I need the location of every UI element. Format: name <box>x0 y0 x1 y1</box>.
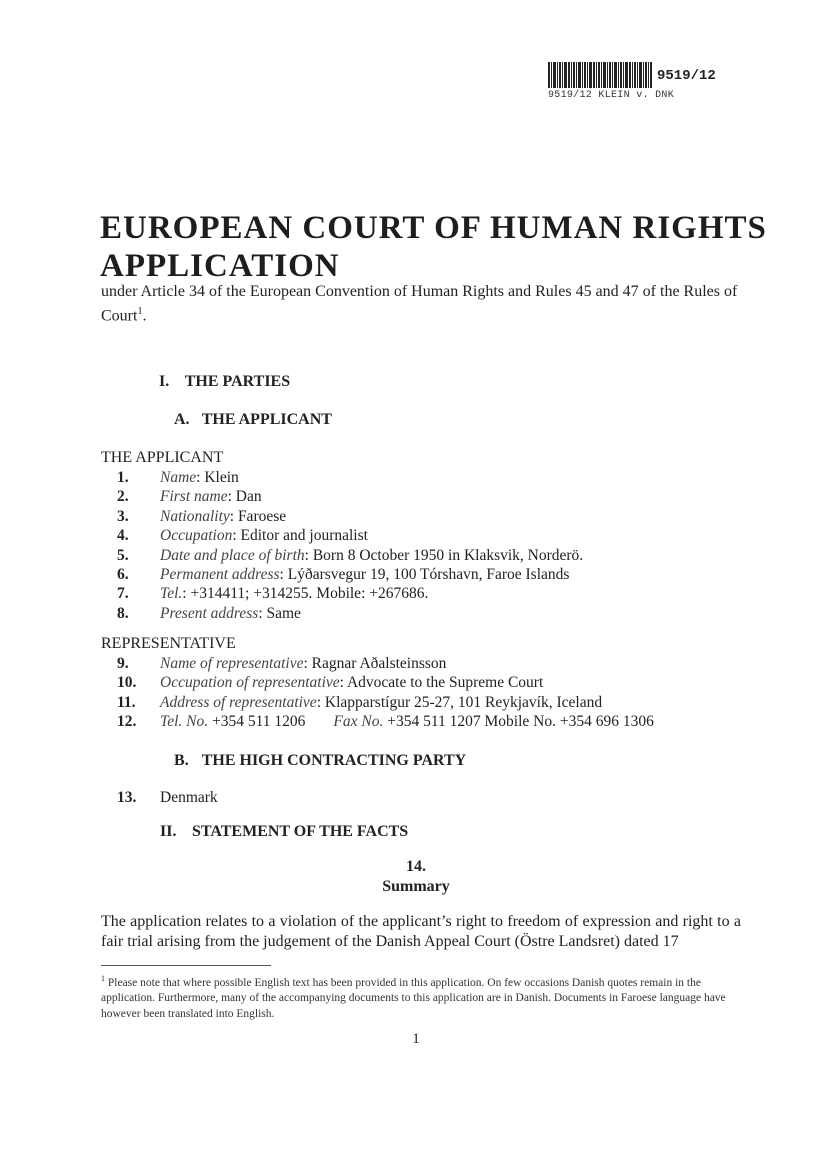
subsection-heading-applicant <box>174 411 332 429</box>
item-key: Nationality <box>160 507 230 525</box>
item-key: Occupation of representative <box>160 674 340 692</box>
barcode <box>548 62 652 88</box>
case-number: 9519/12 <box>657 68 716 84</box>
footnote-text: Please note that where possible English text has been provided in this application. On few occasions Danish quotes remain in the application. Furthermore, many of the accompanying documents to this application are in Danish. Documents in Faroese language have however been translated into English. <box>101 976 726 1020</box>
item-value: Lýðarsvegur 19, 100 Tórshavn, Faroe Islands <box>287 565 570 583</box>
list-item <box>117 788 757 807</box>
footnote-mark: 1 <box>101 974 105 983</box>
item-number: 13. <box>117 789 137 806</box>
item-key: Name <box>160 469 197 486</box>
list-item: 4. Occupation: Editor and journalist <box>117 527 368 545</box>
list-item: 11. Address of representative: Klapparstígur 25-27, 101 Reykjavík, Iceland <box>117 693 603 711</box>
subsection-title: THE APPLICANT <box>201 411 332 428</box>
item-key: Permanent address <box>160 565 280 583</box>
representative-label: REPRESENTATIVE <box>101 635 236 652</box>
item-value: Same <box>266 604 301 622</box>
footnote-reference: 1 <box>137 306 143 317</box>
item-number: 9. <box>117 655 129 672</box>
list-item: 1. Name: Klein <box>117 469 239 486</box>
item-value: +354 511 1207 Mobile No. +354 696 1306 <box>387 713 654 730</box>
list-item: 7. Tel.: +314411; +314255. Mobile: +267686. <box>117 585 429 603</box>
footnote <box>101 971 737 1022</box>
item-number: 10. <box>117 674 137 692</box>
title-subtitle <box>101 282 741 326</box>
document-title-line2: APPLICATION <box>100 248 340 284</box>
item-value: Advocate to the Supreme Court <box>346 674 544 692</box>
subtitle-text: under Article 34 of the European Convention of Human Rights and Rules 45 and 47 of the Rules of Court <box>101 283 738 325</box>
document-title: EUROPEAN COURT OF HUMAN RIGHTS <box>100 210 767 246</box>
representative-contact <box>117 712 757 731</box>
item-key: Date and place of birth <box>160 546 305 564</box>
item-number: 11. <box>117 693 136 711</box>
party-list <box>117 788 757 807</box>
list-item: 8. Present address: Same <box>117 604 301 622</box>
summary-text: The application relates to a violation of the applicant’s right to freedom of expression and right to a fair trial arising from the judgement of the Danish Appeal Court (Östre Landsret) dated 17 <box>101 913 741 950</box>
list-item: 3. Nationality: Faroese <box>117 507 287 525</box>
section-number: I. <box>159 373 170 390</box>
item-value: Denmark <box>160 789 218 806</box>
section-title: THE PARTIES <box>184 373 291 390</box>
list-item: 6. Permanent address: Lýðarsvegur 19, 100 Tórshavn, Faroe Islands <box>117 565 570 583</box>
section-heading-facts <box>160 823 408 841</box>
item-key: First name <box>160 488 228 506</box>
item-key: Address of representative <box>160 693 317 711</box>
item-key: Name of representative <box>160 655 304 672</box>
item-number: 6. <box>117 565 129 583</box>
item-number: 8. <box>117 604 129 622</box>
item-value: Faroese <box>237 507 287 525</box>
item-key: Fax No. <box>333 713 384 730</box>
item-number: 3. <box>117 507 129 525</box>
applicant-list <box>117 468 757 623</box>
item-key: Tel. No. <box>160 713 209 730</box>
subsection-letter: A. <box>174 411 190 428</box>
item-number: 2. <box>117 488 129 506</box>
section-heading-parties <box>159 373 290 391</box>
item-value: Editor and journalist <box>240 527 368 545</box>
subsection-letter: B. <box>174 752 189 769</box>
paragraph-number: 14. <box>406 858 426 875</box>
item-key: Occupation <box>160 527 233 545</box>
page-number: 1 <box>412 1031 420 1047</box>
list-item: 10. Occupation of representative: Advocate to the Supreme Court <box>117 674 544 692</box>
item-number: 5. <box>117 546 129 564</box>
item-number: 7. <box>117 585 129 603</box>
barcode-caption: 9519/12 KLEIN v. DNK <box>548 90 675 101</box>
item-key: Tel. <box>160 585 183 603</box>
item-value: Dan <box>235 488 262 506</box>
subsection-heading-party <box>174 752 466 770</box>
subsection-title: THE HIGH CONTRACTING PARTY <box>201 752 467 769</box>
representative-list <box>117 654 757 712</box>
item-value: +314411; +314255. Mobile: +267686. <box>190 585 429 603</box>
item-number: 12. <box>117 713 137 730</box>
section-title: STATEMENT OF THE FACTS <box>192 823 409 840</box>
list-item: 9. Name of representative: Ragnar Aðalsteinsson <box>117 655 447 672</box>
list-item: 2. First name: Dan <box>117 488 262 506</box>
subtitle-end: . <box>142 307 147 325</box>
item-number: 4. <box>117 527 129 545</box>
list-item <box>117 712 757 731</box>
item-value: Ragnar Aðalsteinsson <box>311 655 447 672</box>
item-value: Klapparstígur 25-27, 101 Reykjavík, Iceland <box>324 693 603 711</box>
footnote-divider <box>101 965 271 966</box>
section-number: II. <box>160 823 177 840</box>
item-value: Born 8 October 1950 in Klaksvik, Norderö. <box>312 546 584 564</box>
applicant-label: THE APPLICANT <box>101 449 224 466</box>
paragraph-heading: Summary <box>382 878 450 895</box>
item-key: Present address <box>160 604 259 622</box>
item-value: +354 511 1206 <box>211 713 306 730</box>
item-number: 1. <box>117 469 129 486</box>
item-value: Klein <box>204 469 239 486</box>
list-item: 5. Date and place of birth: Born 8 October 1950 in Klaksvik, Norderö. <box>117 546 584 564</box>
